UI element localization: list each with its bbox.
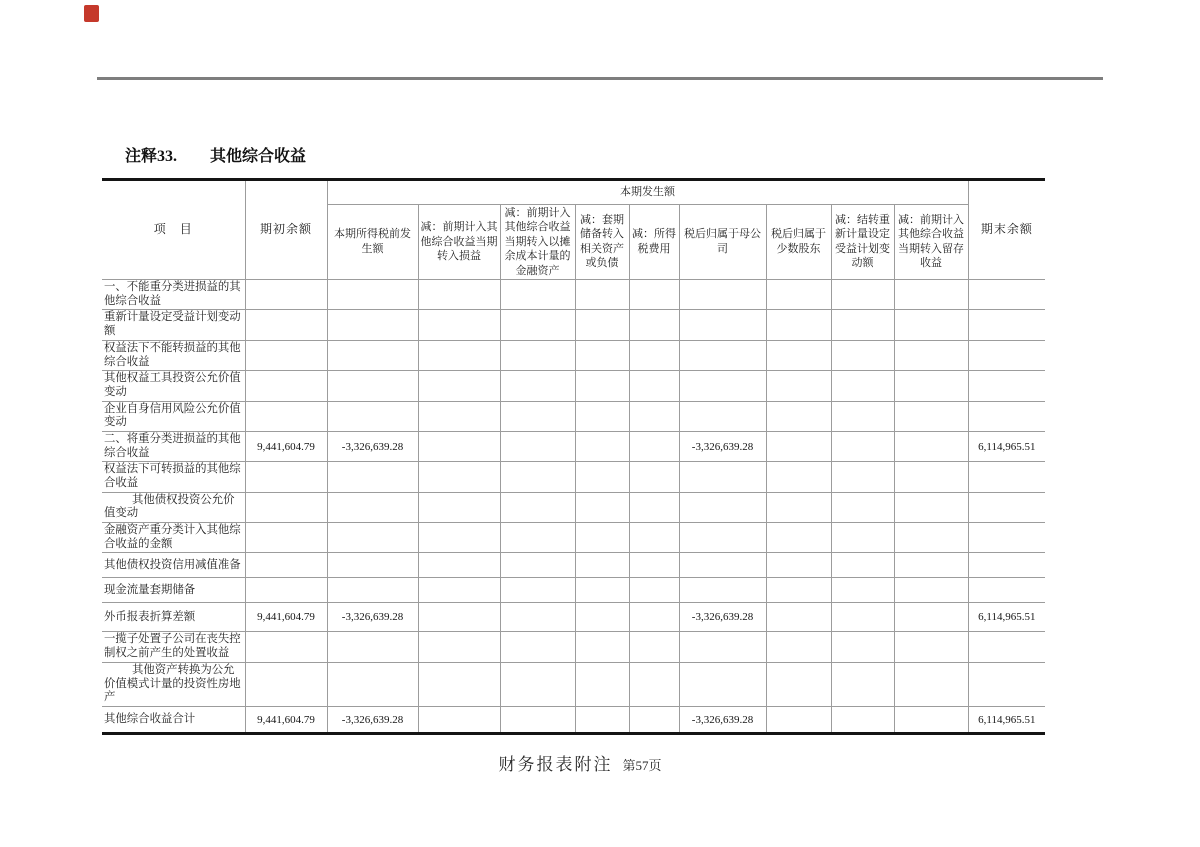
empty-cell — [629, 371, 679, 401]
empty-cell — [629, 431, 679, 461]
empty-cell — [575, 310, 629, 340]
parent-cell — [679, 578, 766, 603]
page-footer — [498, 750, 661, 775]
empty-cell — [766, 603, 831, 632]
empty-cell — [766, 662, 831, 706]
col-header-opening: 期初余额 — [245, 181, 327, 280]
parent-cell — [679, 401, 766, 431]
empty-cell — [575, 603, 629, 632]
empty-cell — [629, 662, 679, 706]
item-cell: 现金流量套期储备 — [102, 578, 245, 603]
empty-cell — [766, 578, 831, 603]
empty-cell — [831, 401, 894, 431]
pretax-cell — [327, 662, 418, 706]
pretax-cell: -3,326,639.28 — [327, 431, 418, 461]
empty-cell — [831, 662, 894, 706]
empty-cell — [575, 340, 629, 370]
item-cell: 其他综合收益合计 — [102, 706, 245, 732]
empty-cell — [418, 401, 500, 431]
empty-cell — [894, 462, 968, 492]
empty-cell — [575, 371, 629, 401]
empty-cell — [629, 462, 679, 492]
closing-cell: 6,114,965.51 — [968, 706, 1045, 732]
empty-cell — [418, 632, 500, 662]
pretax-cell — [327, 523, 418, 553]
col-header-current-period: 本期发生额 — [327, 181, 968, 204]
table-row-total — [102, 706, 1045, 732]
empty-cell — [629, 553, 679, 578]
pretax-cell: -3,326,639.28 — [327, 706, 418, 732]
item-cell: 权益法下可转损益的其他综合收益 — [102, 462, 245, 492]
opening-cell — [245, 578, 327, 603]
opening-cell — [245, 310, 327, 340]
closing-cell — [968, 401, 1045, 431]
empty-cell — [831, 280, 894, 310]
empty-cell — [500, 578, 575, 603]
table-row — [102, 310, 1045, 340]
empty-cell — [831, 431, 894, 461]
empty-cell — [894, 706, 968, 732]
empty-cell — [500, 632, 575, 662]
item-cell: 权益法下不能转损益的其他综合收益 — [102, 340, 245, 370]
empty-cell — [766, 401, 831, 431]
opening-cell: 9,441,604.79 — [245, 706, 327, 732]
item-cell: 其他债权投资信用减值准备 — [102, 553, 245, 578]
pretax-cell — [327, 401, 418, 431]
empty-cell — [575, 523, 629, 553]
table-row — [102, 371, 1045, 401]
empty-cell — [500, 462, 575, 492]
oci-table — [102, 181, 1045, 732]
parent-cell — [679, 632, 766, 662]
header-rule — [97, 77, 1103, 80]
parent-cell — [679, 310, 766, 340]
closing-cell: 6,114,965.51 — [968, 431, 1045, 461]
empty-cell — [575, 401, 629, 431]
pretax-cell — [327, 340, 418, 370]
col-header-pretax: 本期所得税前发生额 — [327, 204, 418, 280]
empty-cell — [500, 371, 575, 401]
empty-cell — [418, 492, 500, 522]
item-cell: 二、将重分类进损益的其他综合收益 — [102, 431, 245, 461]
table-row — [102, 578, 1045, 603]
empty-cell — [894, 662, 968, 706]
closing-cell — [968, 523, 1045, 553]
empty-cell — [418, 462, 500, 492]
item-cell: 外币报表折算差额 — [102, 603, 245, 632]
pretax-cell — [327, 492, 418, 522]
opening-cell — [245, 340, 327, 370]
col-header-retained: 减：前期计入其他综合收益当期转入留存收益 — [894, 204, 968, 280]
col-header-benefit-plan: 减：结转重新计量设定受益计划变动额 — [831, 204, 894, 280]
closing-cell — [968, 462, 1045, 492]
item-cell: 重新计量设定受益计划变动额 — [102, 310, 245, 340]
empty-cell — [575, 431, 629, 461]
empty-cell — [500, 662, 575, 706]
empty-cell — [629, 401, 679, 431]
empty-cell — [418, 578, 500, 603]
empty-cell — [629, 578, 679, 603]
col-header-item: 项 目 — [102, 181, 245, 280]
parent-cell — [679, 492, 766, 522]
footer-page-number: 第57页 — [622, 758, 662, 773]
opening-cell — [245, 371, 327, 401]
closing-cell — [968, 340, 1045, 370]
opening-cell — [245, 492, 327, 522]
table-row — [102, 523, 1045, 553]
empty-cell — [629, 492, 679, 522]
section-title — [125, 143, 306, 166]
empty-cell — [831, 706, 894, 732]
footer-doc-title: 财务报表附注 — [498, 755, 613, 774]
empty-cell — [575, 280, 629, 310]
col-header-hedge-reserve: 减：套期储备转入相关资产或负债 — [575, 204, 629, 280]
closing-cell — [968, 578, 1045, 603]
col-header-transfer-amortized: 减：前期计入其他综合收益当期转入以摊余成本计量的金融资产 — [500, 204, 575, 280]
empty-cell — [500, 310, 575, 340]
col-header-minority: 税后归属于少数股东 — [766, 204, 831, 280]
empty-cell — [831, 553, 894, 578]
closing-cell: 6,114,965.51 — [968, 603, 1045, 632]
empty-cell — [575, 553, 629, 578]
item-cell: 一、不能重分类进损益的其他综合收益 — [102, 280, 245, 310]
empty-cell — [629, 310, 679, 340]
parent-cell: -3,326,639.28 — [679, 603, 766, 632]
empty-cell — [418, 662, 500, 706]
empty-cell — [894, 632, 968, 662]
opening-cell — [245, 632, 327, 662]
empty-cell — [500, 492, 575, 522]
table-row — [102, 340, 1045, 370]
empty-cell — [575, 492, 629, 522]
empty-cell — [831, 492, 894, 522]
empty-cell — [418, 706, 500, 732]
closing-cell — [968, 662, 1045, 706]
empty-cell — [418, 371, 500, 401]
empty-cell — [766, 553, 831, 578]
empty-cell — [500, 603, 575, 632]
col-header-transfer-pl: 减：前期计入其他综合收益当期转入损益 — [418, 204, 500, 280]
empty-cell — [766, 492, 831, 522]
empty-cell — [766, 340, 831, 370]
table-row — [102, 603, 1045, 632]
table-row — [102, 401, 1045, 431]
item-cell: 其他资产转换为公允价值模式计量的投资性房地产 — [102, 662, 245, 706]
empty-cell — [418, 310, 500, 340]
empty-cell — [575, 662, 629, 706]
closing-cell — [968, 553, 1045, 578]
table-row — [102, 462, 1045, 492]
empty-cell — [831, 523, 894, 553]
empty-cell — [418, 280, 500, 310]
opening-cell: 9,441,604.79 — [245, 603, 327, 632]
table-row — [102, 662, 1045, 706]
empty-cell — [894, 523, 968, 553]
empty-cell — [894, 310, 968, 340]
empty-cell — [831, 578, 894, 603]
empty-cell — [500, 431, 575, 461]
note-number: 注释33. — [125, 148, 178, 165]
empty-cell — [894, 401, 968, 431]
empty-cell — [894, 371, 968, 401]
oci-table-container — [102, 178, 1045, 735]
table-row — [102, 492, 1045, 522]
empty-cell — [500, 706, 575, 732]
empty-cell — [894, 603, 968, 632]
empty-cell — [831, 603, 894, 632]
empty-cell — [629, 523, 679, 553]
closing-cell — [968, 280, 1045, 310]
parent-cell — [679, 662, 766, 706]
empty-cell — [831, 371, 894, 401]
parent-cell — [679, 553, 766, 578]
empty-cell — [418, 340, 500, 370]
item-cell: 一揽子处置子公司在丧失控制权之前产生的处置收益 — [102, 632, 245, 662]
empty-cell — [766, 280, 831, 310]
opening-cell — [245, 401, 327, 431]
empty-cell — [500, 280, 575, 310]
opening-cell — [245, 280, 327, 310]
col-header-income-tax: 减：所得税费用 — [629, 204, 679, 280]
pretax-cell — [327, 578, 418, 603]
empty-cell — [894, 578, 968, 603]
parent-cell — [679, 523, 766, 553]
empty-cell — [418, 603, 500, 632]
empty-cell — [766, 462, 831, 492]
pretax-cell — [327, 462, 418, 492]
col-header-closing: 期末余额 — [968, 181, 1045, 280]
table-row — [102, 431, 1045, 461]
empty-cell — [418, 553, 500, 578]
pretax-cell — [327, 632, 418, 662]
empty-cell — [831, 462, 894, 492]
pretax-cell — [327, 553, 418, 578]
table-row — [102, 280, 1045, 310]
table-row — [102, 553, 1045, 578]
item-cell: 企业自身信用风险公允价值变动 — [102, 401, 245, 431]
opening-cell: 9,441,604.79 — [245, 431, 327, 461]
header-row-group — [102, 181, 1045, 204]
empty-cell — [500, 523, 575, 553]
opening-cell — [245, 553, 327, 578]
empty-cell — [500, 340, 575, 370]
closing-cell — [968, 632, 1045, 662]
closing-cell — [968, 492, 1045, 522]
empty-cell — [766, 706, 831, 732]
parent-cell: -3,326,639.28 — [679, 431, 766, 461]
empty-cell — [629, 632, 679, 662]
empty-cell — [575, 462, 629, 492]
opening-cell — [245, 662, 327, 706]
empty-cell — [575, 706, 629, 732]
empty-cell — [894, 492, 968, 522]
empty-cell — [831, 340, 894, 370]
empty-cell — [766, 523, 831, 553]
empty-cell — [418, 431, 500, 461]
parent-cell — [679, 340, 766, 370]
opening-cell — [245, 462, 327, 492]
pretax-cell — [327, 280, 418, 310]
col-header-parent: 税后归属于母公司 — [679, 204, 766, 280]
empty-cell — [894, 280, 968, 310]
closing-cell — [968, 310, 1045, 340]
closing-cell — [968, 371, 1045, 401]
empty-cell — [629, 603, 679, 632]
table-row — [102, 632, 1045, 662]
parent-cell — [679, 280, 766, 310]
parent-cell — [679, 371, 766, 401]
empty-cell — [894, 553, 968, 578]
item-cell: 其他债权投资公允价值变动 — [102, 492, 245, 522]
empty-cell — [629, 340, 679, 370]
pretax-cell — [327, 310, 418, 340]
empty-cell — [766, 310, 831, 340]
item-cell: 其他权益工具投资公允价值变动 — [102, 371, 245, 401]
pretax-cell — [327, 371, 418, 401]
empty-cell — [418, 523, 500, 553]
empty-cell — [500, 401, 575, 431]
pretax-cell: -3,326,639.28 — [327, 603, 418, 632]
parent-cell: -3,326,639.28 — [679, 706, 766, 732]
red-marker-icon — [84, 5, 99, 22]
empty-cell — [629, 280, 679, 310]
note-title: 其他综合收益 — [210, 148, 307, 165]
empty-cell — [766, 371, 831, 401]
empty-cell — [629, 706, 679, 732]
empty-cell — [766, 632, 831, 662]
opening-cell — [245, 523, 327, 553]
empty-cell — [575, 632, 629, 662]
empty-cell — [831, 310, 894, 340]
empty-cell — [894, 431, 968, 461]
empty-cell — [766, 431, 831, 461]
empty-cell — [575, 578, 629, 603]
item-cell: 金融资产重分类计入其他综合收益的金额 — [102, 523, 245, 553]
empty-cell — [894, 340, 968, 370]
empty-cell — [831, 632, 894, 662]
parent-cell — [679, 462, 766, 492]
empty-cell — [500, 553, 575, 578]
